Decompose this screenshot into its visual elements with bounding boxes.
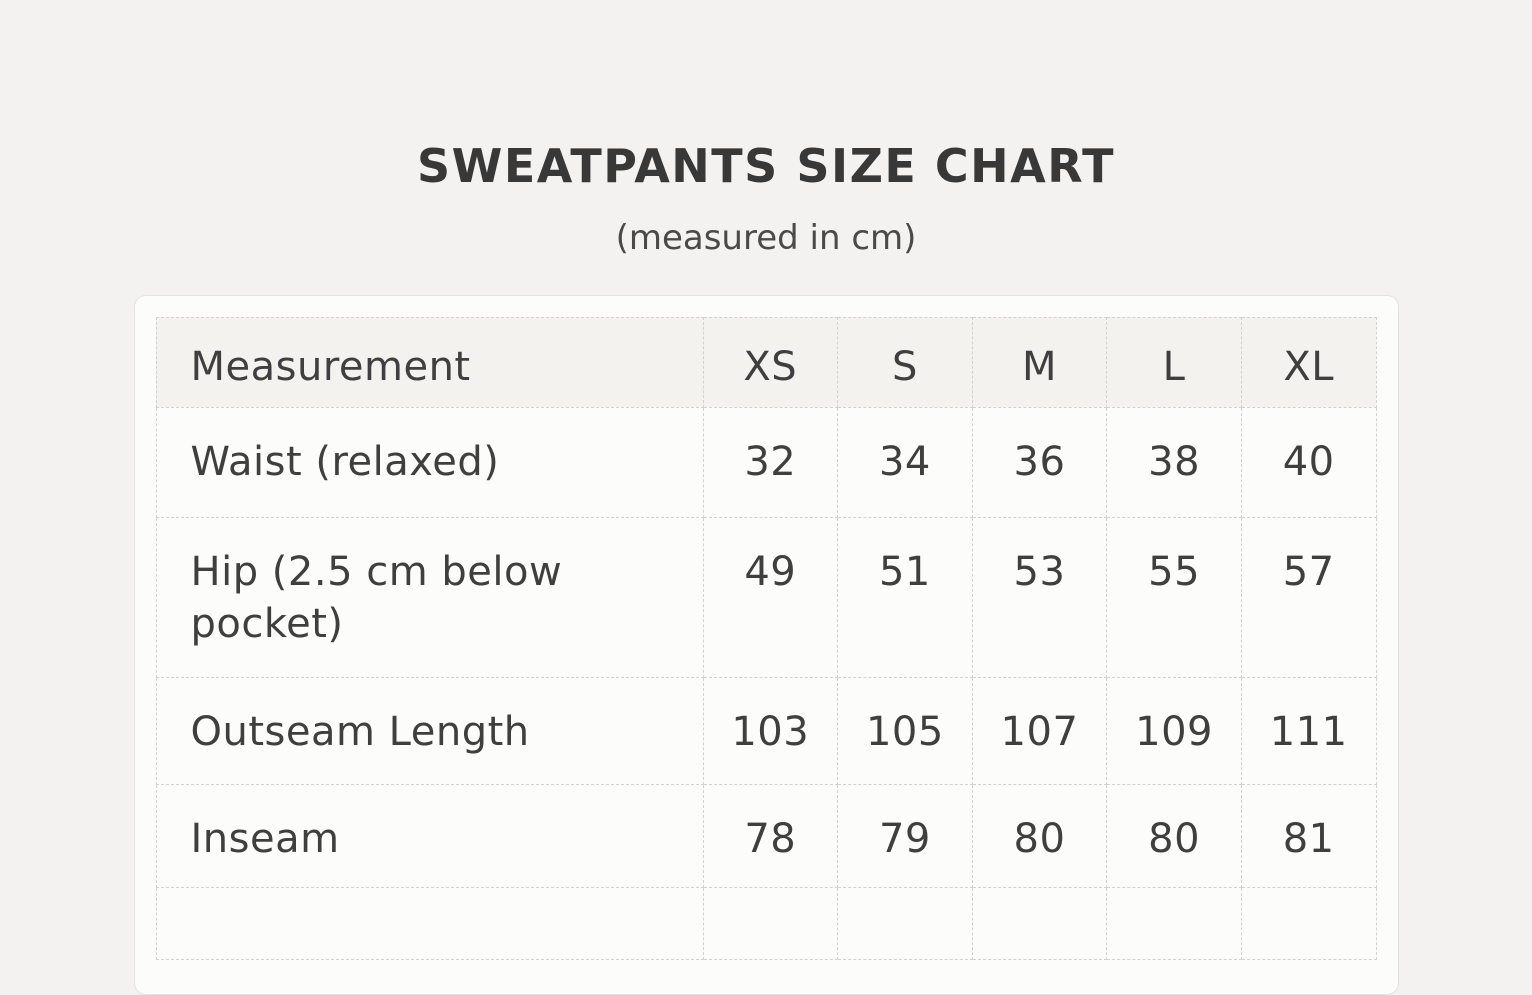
cell-empty (156, 887, 703, 959)
cell-empty (703, 887, 838, 959)
row-label-outseam: Outseam Length (156, 677, 703, 784)
cell-inseam-m: 80 (972, 784, 1107, 887)
cell-outseam-s: 105 (838, 677, 973, 784)
column-header-l: L (1107, 317, 1242, 407)
cell-inseam-s: 79 (838, 784, 973, 887)
table-header-row (156, 317, 1376, 407)
cell-hip-xl: 57 (1241, 517, 1376, 677)
cell-inseam-l: 80 (1107, 784, 1242, 887)
cell-waist-xl: 40 (1241, 407, 1376, 517)
cell-hip-s: 51 (838, 517, 973, 677)
cell-waist-l: 38 (1107, 407, 1242, 517)
cell-inseam-xs: 78 (703, 784, 838, 887)
table-row-partial (156, 887, 1376, 959)
cell-hip-l: 55 (1107, 517, 1242, 677)
cell-empty (1107, 887, 1242, 959)
cell-outseam-l: 109 (1107, 677, 1242, 784)
column-header-s: S (838, 317, 973, 407)
size-chart-card (134, 295, 1399, 995)
cell-waist-s: 34 (838, 407, 973, 517)
cell-waist-xs: 32 (703, 407, 838, 517)
page-subtitle: (measured in cm) (615, 217, 917, 258)
column-header-m: M (972, 317, 1107, 407)
column-header-measurement: Measurement (156, 317, 703, 407)
column-header-xl: XL (1241, 317, 1376, 407)
cell-inseam-xl: 81 (1241, 784, 1376, 887)
cell-waist-m: 36 (972, 407, 1107, 517)
table-row-outseam (156, 677, 1376, 784)
cell-empty (1241, 887, 1376, 959)
cell-hip-xs: 49 (703, 517, 838, 677)
cell-empty (838, 887, 973, 959)
cell-empty (972, 887, 1107, 959)
table-row-waist (156, 407, 1376, 517)
cell-outseam-m: 107 (972, 677, 1107, 784)
row-label-hip: Hip (2.5 cm below pocket) (156, 517, 703, 677)
page-title: SWEATPANTS SIZE CHART (417, 139, 1115, 193)
cell-outseam-xs: 103 (703, 677, 838, 784)
column-header-xs: XS (703, 317, 838, 407)
cell-outseam-xl: 111 (1241, 677, 1376, 784)
row-label-inseam: Inseam (156, 784, 703, 887)
row-label-waist: Waist (relaxed) (156, 407, 703, 517)
cell-hip-m: 53 (972, 517, 1107, 677)
size-chart-table (156, 317, 1377, 960)
table-row-inseam (156, 784, 1376, 887)
table-row-hip (156, 517, 1376, 677)
